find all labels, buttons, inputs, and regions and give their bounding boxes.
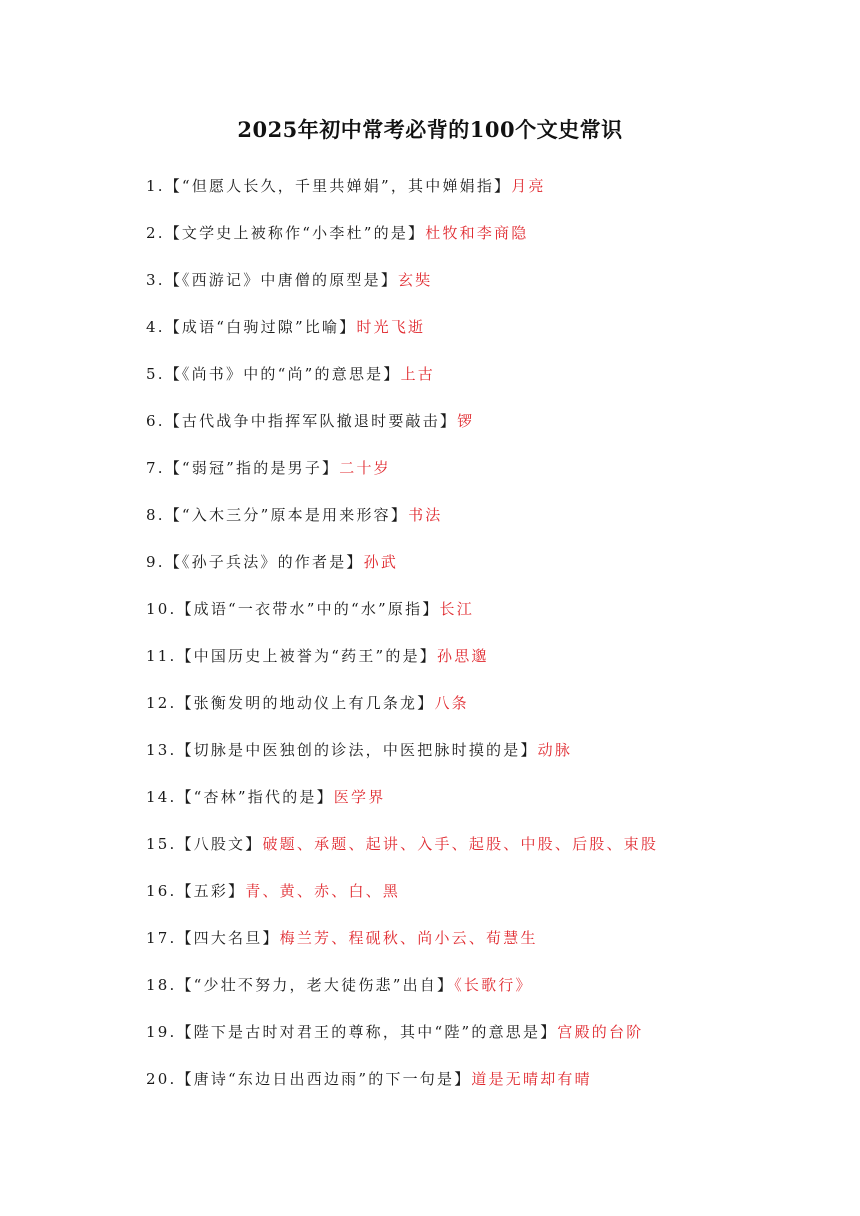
list-item	[146, 503, 836, 550]
answer-text: 宫殿的台阶	[557, 1023, 644, 1041]
answer-text: 动脉	[537, 741, 573, 759]
question-text: 19.【陛下是古时对君王的尊称，其中“陛”的意思是】	[146, 1023, 558, 1041]
question-text: 7.【“弱冠”指的是男子】	[146, 459, 340, 477]
question-text: 18.【“少壮不努力，老大徒伤悲”出自】	[146, 976, 455, 994]
list-item	[146, 597, 836, 644]
list-item	[146, 785, 836, 832]
question-text: 14.【“杏林”指代的是】	[146, 788, 334, 806]
list-item	[146, 973, 836, 1020]
question-text: 16.【五彩】	[146, 882, 246, 900]
question-text: 4.【成语“白驹过隙”比喻】	[146, 318, 357, 336]
answer-text: 梅兰芳、程砚秋、尚小云、荀慧生	[279, 929, 538, 947]
answer-text: 《长歌行》	[454, 976, 533, 994]
list-item	[146, 832, 836, 879]
answer-text: 道是无晴却有晴	[471, 1070, 592, 1088]
question-text: 8.【“入木三分”原本是用来形容】	[146, 506, 409, 524]
list-item	[146, 738, 836, 785]
list-item	[146, 926, 836, 973]
list-item	[146, 1020, 836, 1067]
list-item	[146, 409, 836, 456]
list-item	[146, 879, 836, 926]
question-text: 1.【“但愿人长久，千里共婵娟”，其中婵娟指】	[146, 177, 512, 195]
list-item	[146, 268, 836, 315]
list-item	[146, 691, 836, 738]
answer-text: 破题、承题、起讲、入手、起股、中股、后股、束股	[262, 835, 659, 853]
answer-text: 玄奘	[398, 271, 433, 289]
question-text: 6.【古代战争中指挥军队撤退时要敲击】	[146, 412, 458, 430]
list-item	[146, 644, 836, 691]
answer-text: 医学界	[333, 788, 386, 806]
question-text: 13.【切脉是中医独创的诊法，中医把脉时摸的是】	[146, 741, 538, 759]
question-text: 15.【八股文】	[146, 835, 263, 853]
list-item	[146, 456, 836, 503]
answer-text: 青、黄、赤、白、黑	[245, 882, 401, 900]
list-item	[146, 550, 836, 597]
question-text: 20.【唐诗“东边日出西边雨”的下一句是】	[146, 1070, 472, 1088]
knowledge-list	[146, 174, 836, 1114]
question-text: 11.【中国历史上被誉为“药王”的是】	[146, 647, 437, 665]
list-item	[146, 362, 836, 409]
answer-text: 时光飞逝	[356, 318, 426, 336]
answer-text: 上古	[400, 365, 435, 383]
answer-text: 二十岁	[339, 459, 391, 477]
answer-text: 杜牧和李商隐	[425, 224, 529, 242]
list-item	[146, 221, 836, 268]
question-text: 2.【文学史上被称作“小李杜”的是】	[146, 224, 426, 242]
answer-text: 月亮	[511, 177, 546, 195]
list-item	[146, 1067, 836, 1114]
document-title: 2025年初中常考必背的100个文史常识	[237, 117, 623, 142]
question-text: 3.【《西游记》中唐僧的原型是】	[146, 271, 399, 289]
answer-text: 长江	[439, 600, 474, 618]
answer-text: 锣	[457, 412, 475, 430]
answer-text: 孙思邈	[437, 647, 489, 665]
list-item	[146, 174, 836, 221]
answer-text: 八条	[434, 694, 469, 712]
question-text: 5.【《尚书》中的“尚”的意思是】	[146, 365, 401, 383]
question-text: 12.【张衡发明的地动仪上有几条龙】	[146, 694, 435, 712]
list-item	[146, 315, 836, 362]
question-text: 17.【四大名旦】	[146, 929, 280, 947]
answer-text: 孙武	[363, 553, 399, 571]
question-text: 9.【《孙子兵法》的作者是】	[146, 553, 364, 571]
answer-text: 书法	[408, 506, 443, 524]
question-text: 10.【成语“一衣带水”中的“水”原指】	[146, 600, 440, 618]
